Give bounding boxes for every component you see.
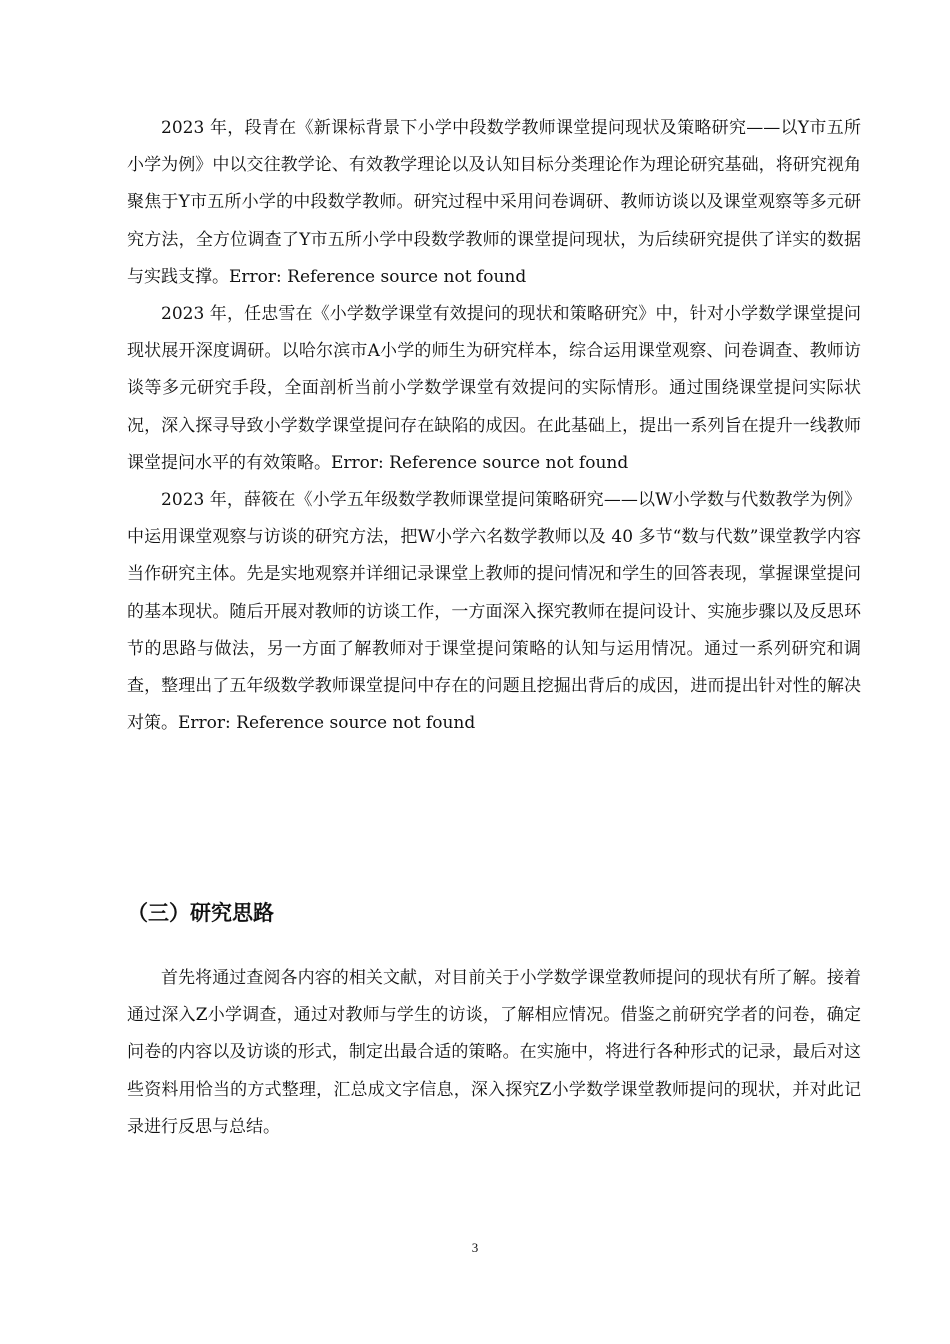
literature-review-section [127,110,861,742]
paragraph-research-approach: 首先将通过查阅各内容的相关文献，对目前关于小学数学课堂教师提问的现状有所了解。接着通过深入Z小学调查，通过对教师与学生的访谈，了解相应情况。借鉴之前研究学者的问卷，确定问卷的内容以及访谈的形式，制定出最合适的策略。在实施中，将进行各种形式的记录，最后对这些资料用恰当的方式整理，汇总成文字信息，深入探究Z小学数学课堂教师提问的现状，并对此记录进行反思与总结。 [127,968,861,1137]
section-heading: （三）研究思路 [127,901,274,925]
research-approach-section [127,960,861,1146]
paragraph-duan-qing: 2023 年，段青在《新课标背景下小学中段数学教师课堂提问现状及策略研究——以Y市五所小学为例》中以交往教学论、有效教学理论以及认知目标分类理论作为理论研究基础，将研究视角聚焦于Y市五所小学的中段数学教师。研究过程中采用问卷调研、教师访谈以及课堂观察等多元研究方法，全方位调查了Y市五所小学中段数学教师的课堂提问现状，为后续研究提供了详实的数据与实践支撑。Error: Reference source not found [127,118,861,287]
paragraph-ren-zhongxue: 2023 年，任忠雪在《小学数学课堂有效提问的现状和策略研究》中，针对小学数学课堂提问现状展开深度调研。以哈尔滨市A小学的师生为研究样本，综合运用课堂观察、问卷调查、教师访谈等多元研究手段，全面剖析当前小学数学课堂有效提问的实际情形。通过围绕课堂提问实际状况，深入探寻导致小学数学课堂提问存在缺陷的成因。在此基础上，提出一系列旨在提升一线教师课堂提问水平的有效策略。Error: Reference source not found [127,304,861,473]
paragraph-xue-xiao: 2023 年，薛筱在《小学五年级数学教师课堂提问策略研究——以W小学数与代数教学为例》中运用课堂观察与访谈的研究方法，把W小学六名数学教师以及 40 多节“数与代数”课堂教学内容当作研究主体。先是实地观察并详细记录课堂上教师的提问情况和学生的回答表现，掌握课堂提问的基本现状。随后开展对教师的访谈工作，一方面深入探究教师在提问设计、实施步骤以及反思环节的思路与做法，另一方面了解教师对于课堂提问策略的认知与运用情况。通过一系列研究和调查，整理出了五年级数学教师课堂提问中存在的问题且挖掘出背后的成因，进而提出针对性的解决对策。Error: Reference source not found [127,490,861,734]
page-number: 3 [471,1240,479,1255]
